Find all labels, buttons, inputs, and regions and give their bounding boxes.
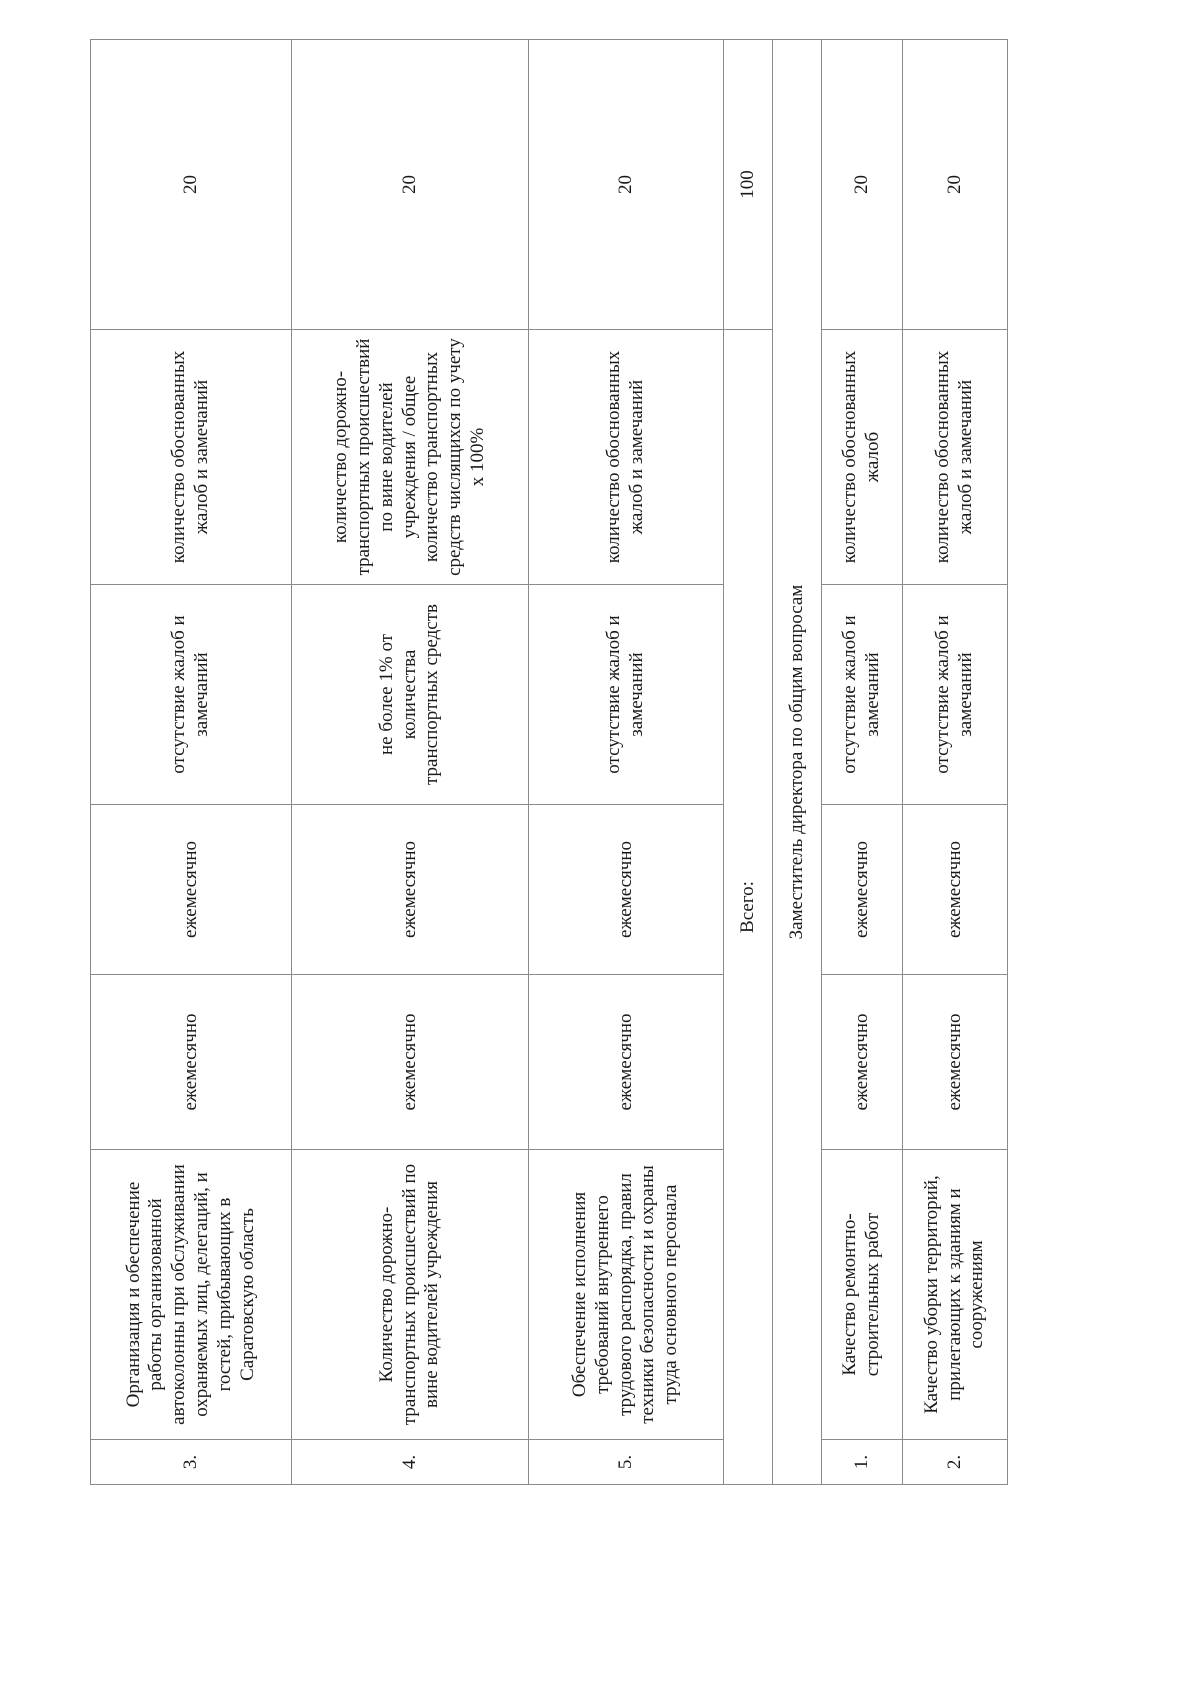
row-number: 2. [903,1440,1008,1485]
points-cell: 20 [903,40,1008,330]
total-points: 100 [724,40,773,330]
indicator-cell: Обеспечение исполнения требований внутреннего трудового распорядка, правил техники безопасности и охраны труда основного персонала [529,1150,724,1440]
total-label: Всего: [724,330,773,1485]
criterion-cell: не более 1% от количества транспортных средств [292,585,529,805]
criterion-cell: отсутствие жалоб и замечаний [91,585,292,805]
criterion-cell: отсутствие жалоб и замечаний [903,585,1008,805]
indicator-cell: Качество ремонтно-строительных работ [822,1150,903,1440]
periodicity-cell: ежемесячно [903,975,1008,1150]
periodicity-cell: ежемесячно [292,805,529,975]
section-title: Заместитель директора по общим вопросам [773,40,822,1485]
periodicity-cell: ежемесячно [903,805,1008,975]
criteria-table [90,39,1008,1485]
indicator-cell: Организация и обеспечение работы организованной автоколонны при обслуживании охраняемых лиц, делегаций, и гостей, прибывающих в Саратовскую область [91,1150,292,1440]
table-row [822,40,903,1485]
measure-cell: количество обоснованных жалоб и замечаний [91,330,292,585]
measure-cell: количество дорожно-транспортных происшествий по вине водителей учреждения / общее количество транспортных средств числящихся по учету х 100% [292,330,529,585]
points-cell: 20 [529,40,724,330]
rotated-page-content [90,40,1025,1485]
periodicity-cell: ежемесячно [822,805,903,975]
points-cell: 20 [292,40,529,330]
table-row [529,40,724,1485]
row-number: 1. [822,1440,903,1485]
periodicity-cell: ежемесячно [529,805,724,975]
indicator-cell: Качество уборки территорий, прилегающих к зданиям и сооружениям [903,1150,1008,1440]
points-cell: 20 [822,40,903,330]
indicator-cell: Количество дорожно-транспортных происшествий по вине водителей учреждения [292,1150,529,1440]
table-row [903,40,1008,1485]
periodicity-cell: ежемесячно [292,975,529,1150]
row-number: 5. [529,1440,724,1485]
periodicity-cell: ежемесячно [529,975,724,1150]
total-row [724,40,773,1485]
table-row [91,40,292,1485]
points-cell: 20 [91,40,292,330]
row-number: 4. [292,1440,529,1485]
table-row [292,40,529,1485]
measure-cell: количество обоснованных жалоб и замечаний [529,330,724,585]
periodicity-cell: ежемесячно [91,805,292,975]
measure-cell: количество обоснованных жалоб и замечаний [903,330,1008,585]
measure-cell: количество обоснованных жалоб [822,330,903,585]
section-header-row [773,40,822,1485]
periodicity-cell: ежемесячно [91,975,292,1150]
criterion-cell: отсутствие жалоб и замечаний [822,585,903,805]
row-number: 3. [91,1440,292,1485]
periodicity-cell: ежемесячно [822,975,903,1150]
criterion-cell: отсутствие жалоб и замечаний [529,585,724,805]
